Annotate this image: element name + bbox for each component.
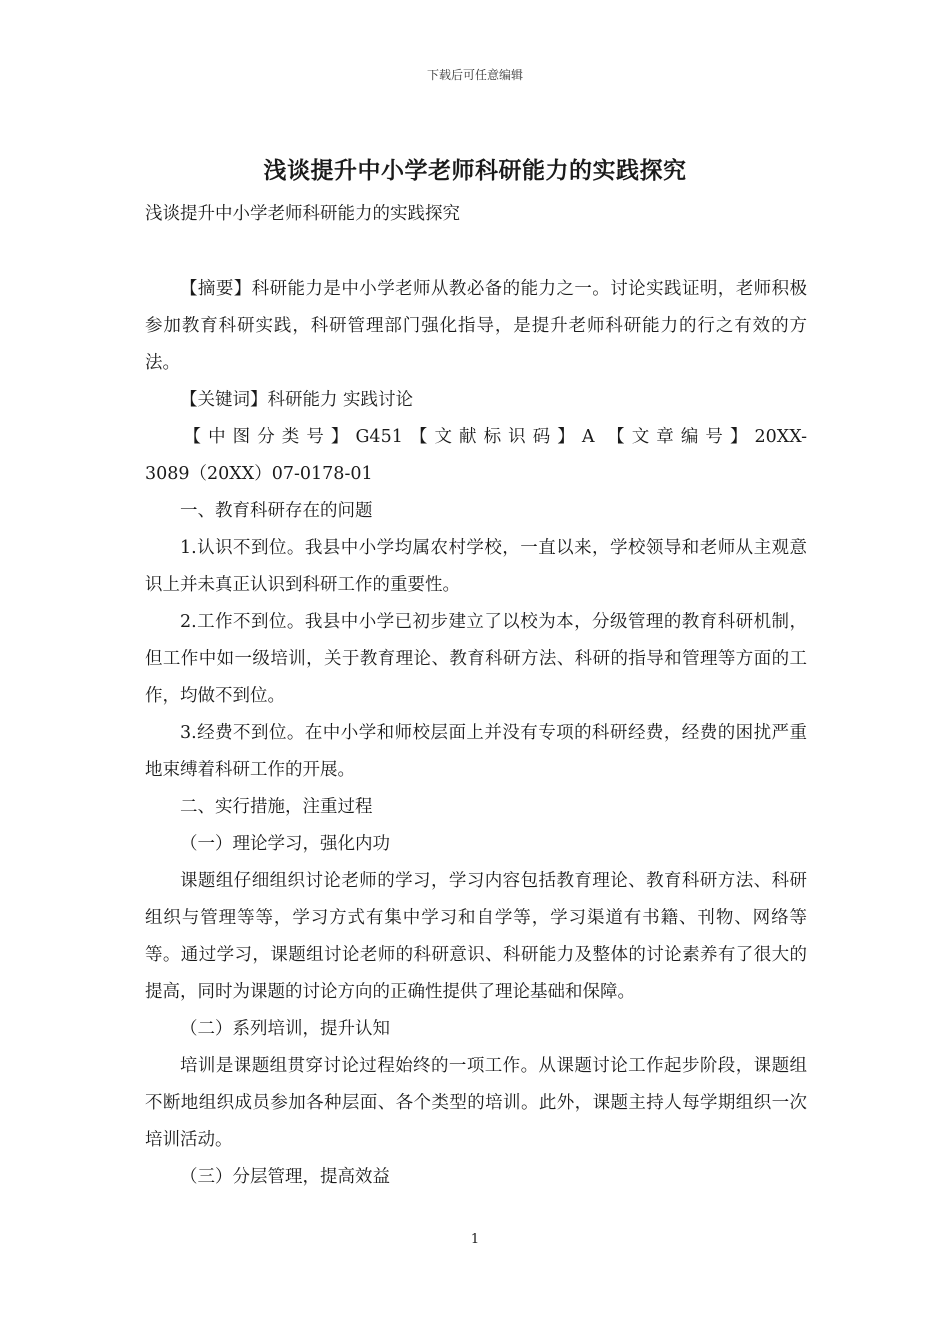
document-body: [145, 196, 807, 1196]
body-paragraph: 培训是课题组贯穿讨论过程始终的一项工作。从课题讨论工作起步阶段，课题组不断地组织成员参加各种层面、各个类型的培训。此外，课题主持人每学期组织一次培训活动。: [145, 1056, 807, 1150]
abstract-paragraph: 【摘要】科研能力是中小学老师从教必备的能力之一。讨论实践证明，老师积极参加教育科研实践，科研管理部门强化指导，是提升老师科研能力的行之有效的方法。: [145, 279, 807, 373]
body-paragraph: 2.工作不到位。我县中小学已初步建立了以校为本，分级管理的教育科研机制，但工作中如一级培训，关于教育理论、教育科研方法、科研的指导和管理等方面的工作，均做不到位。: [145, 612, 807, 706]
page-header-note: 下载后可任意编辑: [426, 68, 523, 82]
keywords-paragraph: 【关键词】科研能力 实践讨论: [180, 390, 414, 410]
document-subtitle: 浅谈提升中小学老师科研能力的实践探究: [145, 204, 460, 224]
subsection-heading: （二）系列培训，提升认知: [180, 1019, 390, 1039]
body-paragraph: 课题组仔细组织讨论老师的学习，学习内容包括教育理论、教育科研方法、科研组织与管理等等，学习方式有集中学习和自学等，学习渠道有书籍、刊物、网络等等。通过学习，课题组讨论老师的科研意识、科研能力及整体的讨论素养有了很大的提高，同时为课题的讨论方向的正确性提供了理论基础和保障。: [145, 871, 807, 1002]
body-paragraph: 3.经费不到位。在中小学和师校层面上并没有专项的科研经费，经费的困扰严重地束缚着科研工作的开展。: [145, 723, 807, 780]
subsection-heading: （一）理论学习，强化内功: [180, 834, 390, 854]
document-title: 浅谈提升中小学老师科研能力的实践探究: [263, 157, 687, 184]
section-heading-1: 一、教育科研存在的问题: [180, 501, 373, 521]
article-number-line: 3089（20XX）07-0178-01: [145, 464, 373, 484]
section-heading-2: 二、实行措施，注重过程: [180, 797, 373, 817]
classification-line: 【中图分类号】G451【文献标识码】A 【文章编号】20XX-: [183, 427, 807, 447]
subsection-heading: （三）分层管理，提高效益: [180, 1167, 390, 1187]
page-number: 1: [470, 1232, 480, 1247]
body-paragraph: 1.认识不到位。我县中小学均属农村学校，一直以来，学校领导和老师从主观意识上并未真正认识到科研工作的重要性。: [145, 538, 807, 595]
